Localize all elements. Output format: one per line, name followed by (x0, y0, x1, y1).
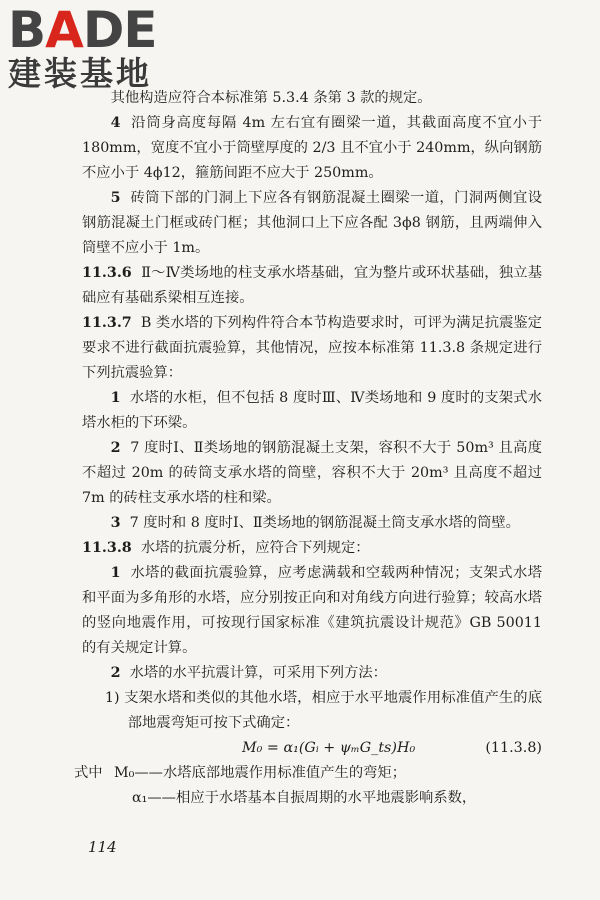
list-item: 4 沿筒身高度每隔 4m 左右宜有圈梁一道，其截面高度不宜小于 180mm，宽度不宜小于筒壁厚度的 2/3 且不宜小于 240mm，纵向钢筋不应小于 4ϕ12，箍筋间距不应大于 250mm。 (82, 115, 542, 181)
sub-item: 1) 支架水塔和类似的其他水塔，相应于水平地震作用标准值产生的底部地震弯矩可按下式确定： (104, 690, 543, 731)
clause-11-3-6: 11.3.6 Ⅱ～Ⅳ类场地的柱支承水塔基础，宜为整片或环状基础，独立基础应有基础系梁相互连接。 (82, 265, 542, 306)
clause-11-3-8: 11.3.8 水塔的抗震分析，应符合下列规定： (82, 540, 370, 556)
symbol-m0: M₀——水塔底部地震作用标准值产生的弯矩； (114, 765, 407, 781)
list-item: 1 水塔的截面抗震验算，应考虑满载和空载两种情况；支架式水塔和平面为多角形的水塔，应分别按正向和对角线方向进行验算；较高水塔的竖向地震作用，可按现行国家标准《建筑抗震设计规范》GB 50011 的有关规定计算。 (82, 565, 542, 656)
paragraph: 其他构造应符合本标准第 5.3.4 条第 3 款的规定。 (110, 90, 432, 106)
list-item: 2 7 度时Ⅰ、Ⅱ类场地的钢筋混凝土支架，容积不大于 50m³ 且高度不超过 20m 的砖筒支承水塔的筒壁，容积不大于 20m³ 且高度不超过 7m 的砖柱支承水塔的柱和梁。 (82, 440, 542, 506)
list-item: 2 水塔的水平抗震计算，可采用下列方法： (110, 665, 387, 681)
logo-wordmark: BADE (8, 1, 157, 59)
symbol-definition (82, 786, 542, 811)
equation-expression: M₀ = α₁(Gᵢ + ψₘG_ts)H₀ (242, 740, 416, 756)
logo (8, 1, 178, 93)
where-label: 式中 (74, 765, 103, 781)
page-content (74, 86, 543, 811)
clause-11-3-7: 11.3.7 B 类水塔的下列构件符合本节构造要求时，可评为满足抗震鉴定要求不进行截面抗震验算，其他情况，应按本标准第 11.3.8 条规定进行下列抗震验算： (82, 315, 542, 381)
list-item: 3 7 度时和 8 度时Ⅰ、Ⅱ类场地的钢筋混凝土筒支承水塔的筒壁。 (110, 515, 520, 531)
symbol-definition (74, 761, 542, 786)
symbol-alpha1: α₁——相应于水塔基本自振周期的水平地震影响系数， (132, 790, 477, 806)
list-item: 1 水塔的水柜，但不包括 8 度时Ⅲ、Ⅳ类场地和 9 度时的支架式水塔水柜的下环梁。 (82, 390, 542, 431)
page-number: 114 (88, 838, 117, 856)
equation-11-3-8 (82, 736, 542, 761)
equation-number: (11.3.8) (485, 740, 542, 756)
list-item: 5 砖筒下部的门洞上下应各有钢筋混凝土圈梁一道，门洞两侧宜设钢筋混凝土门框或砖门框；其他洞口上下应各配 3ϕ8 钢筋，且两端伸入筒壁不应小于 1m。 (82, 190, 542, 256)
logo-chinese: 建装基地 (8, 54, 152, 93)
